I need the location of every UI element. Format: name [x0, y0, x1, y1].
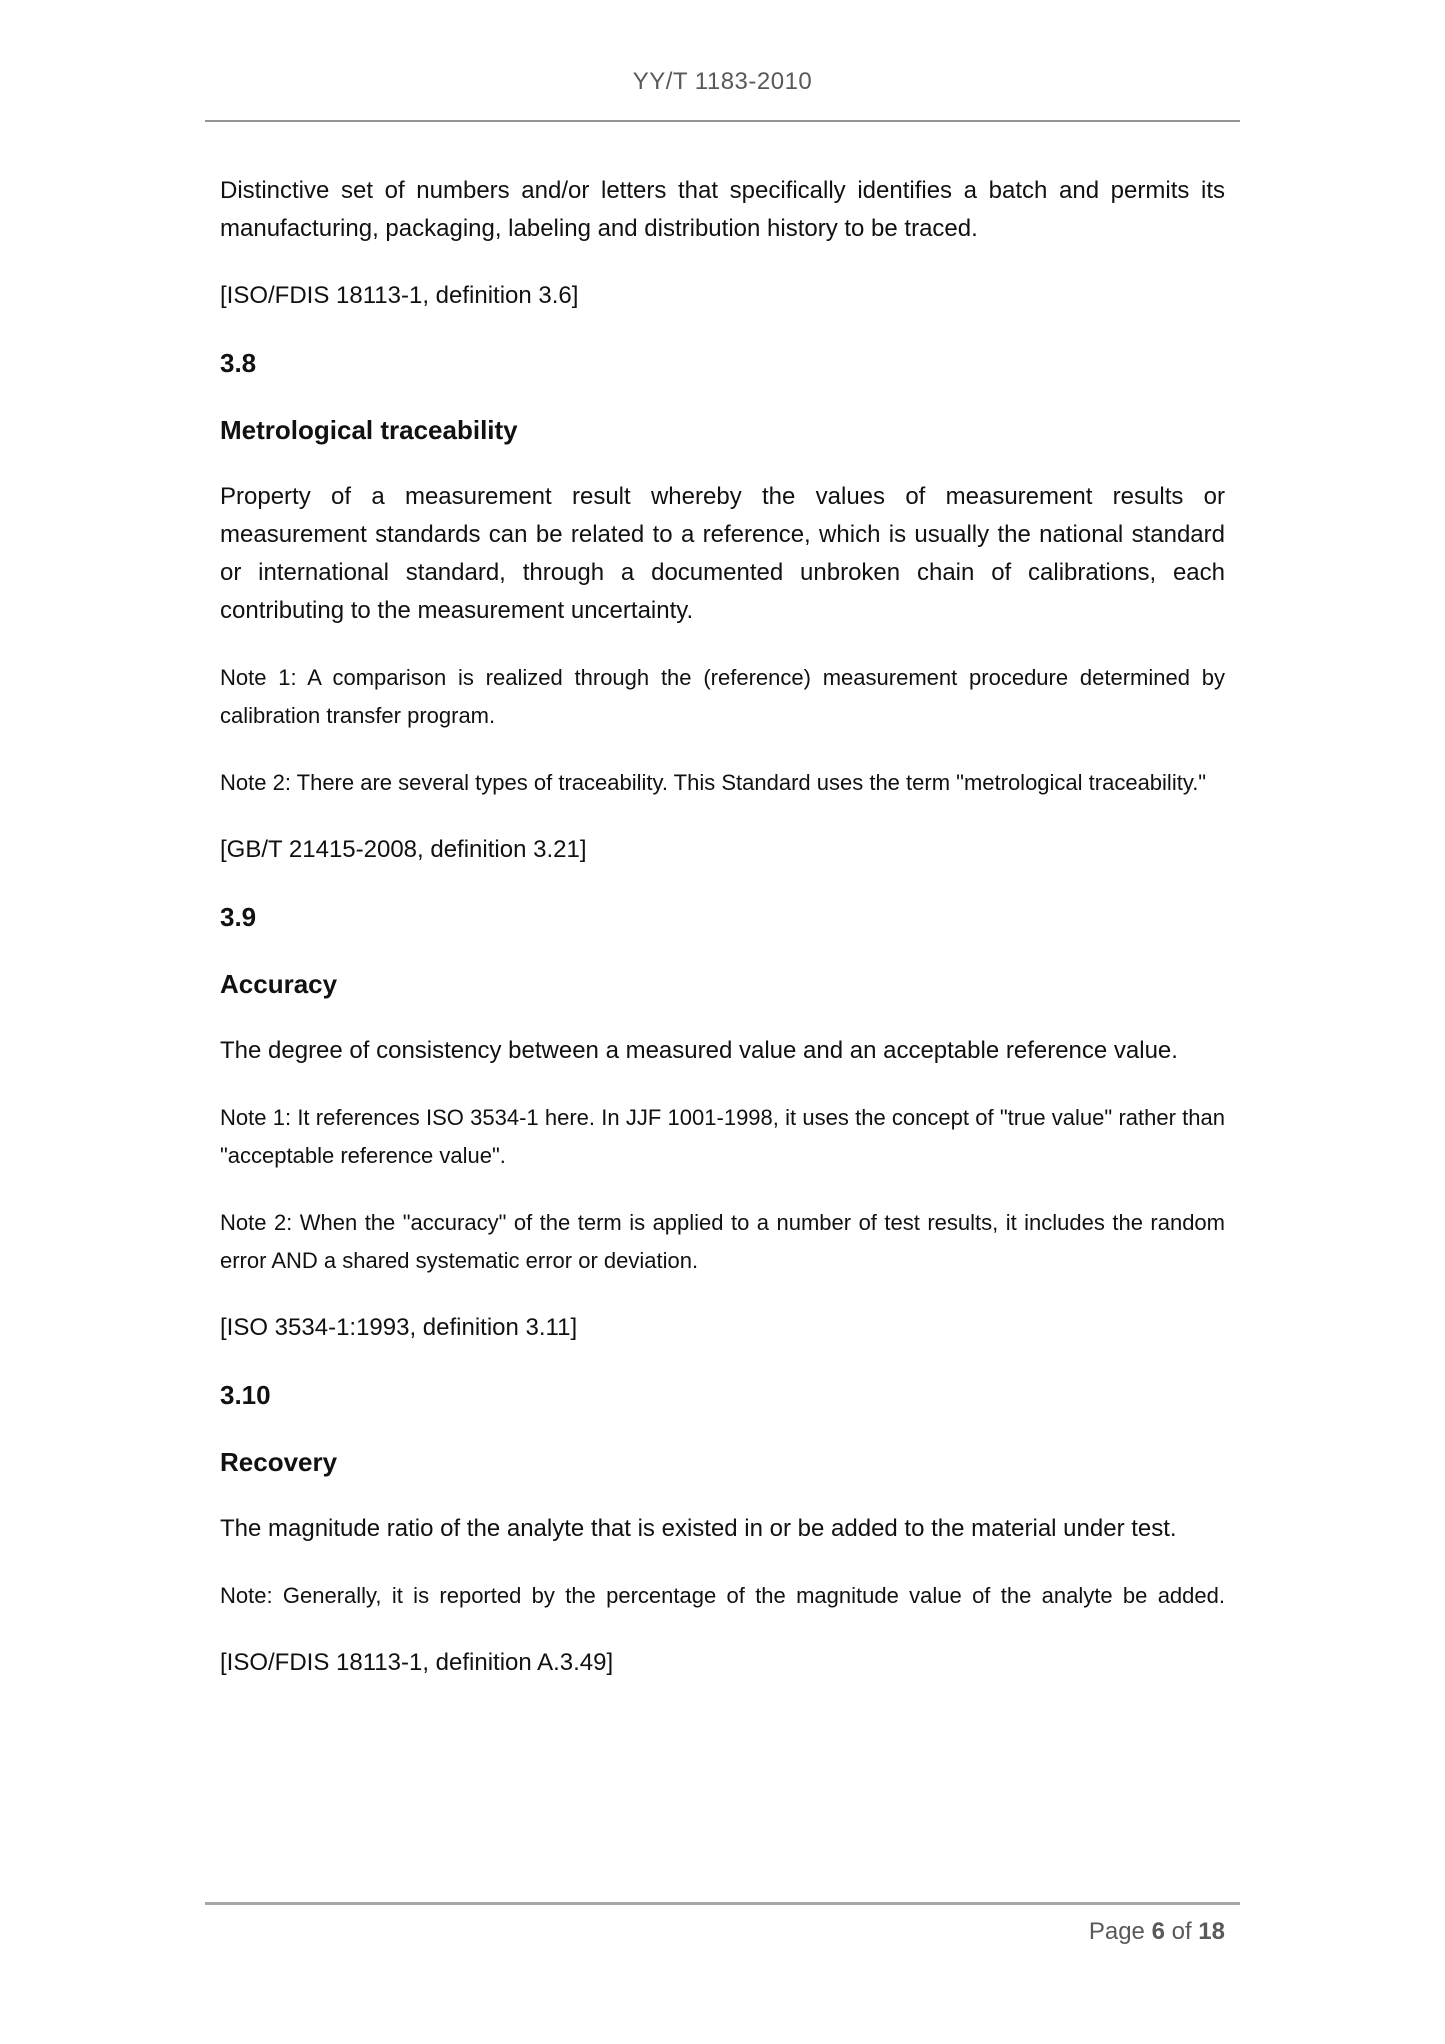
- page-label: Page: [1088, 1918, 1145, 1945]
- term-heading-accuracy: Accuracy: [220, 969, 338, 999]
- note-paragraph: Note 1: A comparison is realized through the (reference) measurement procedure determined by calibration transfer program.: [220, 665, 1225, 728]
- clause-number-3-8: 3.8: [220, 348, 257, 378]
- definition-paragraph: The magnitude ratio of the analyte that is existed in or be added to the material under test.: [220, 1515, 1177, 1542]
- term-heading-recovery: Recovery: [220, 1447, 338, 1477]
- definition-paragraph: Property of a measurement result whereby the values of measurement results or measurement standards can be related to a reference, which is usually the national standard or international standard, through a documented unbroken chain of calibrations, each contributing to the measurement uncertainty.: [220, 483, 1225, 624]
- term-heading-metrological-traceability: Metrological traceability: [220, 415, 518, 445]
- document-body: [220, 122, 1225, 1682]
- of-label: of: [1171, 1918, 1192, 1945]
- clause-number-3-9: 3.9: [220, 902, 257, 932]
- source-reference: [GB/T 21415-2008, definition 3.21]: [220, 836, 587, 863]
- source-reference: [ISO/FDIS 18113-1, definition A.3.49]: [220, 1649, 614, 1676]
- source-reference: [ISO 3534-1:1993, definition 3.11]: [220, 1314, 578, 1341]
- page-number: 6: [1151, 1918, 1165, 1945]
- note-paragraph: Note 1: It references ISO 3534-1 here. In JJF 1001-1998, it uses the concept of "true value" rather than "acceptable reference value".: [220, 1105, 1225, 1168]
- note-paragraph: Note: Generally, it is reported by the percentage of the magnitude value of the analyte be added.: [220, 1583, 1225, 1608]
- page-header: [205, 68, 1240, 96]
- document-code: YY/T 1183-2010: [632, 68, 813, 95]
- page-indicator: [205, 1913, 1225, 1951]
- note-paragraph: Note 2: When the "accuracy" of the term is applied to a number of test results, it includes the random error AND a shared systematic error or deviation.: [220, 1210, 1225, 1273]
- clause-number-3-10: 3.10: [220, 1380, 271, 1410]
- definition-paragraph: Distinctive set of numbers and/or letters that specifically identifies a batch and permits its manufacturing, packaging, labeling and distribution history to be traced.: [220, 177, 1225, 242]
- note-paragraph: Note 2: There are several types of traceability. This Standard uses the term "metrological traceability.": [220, 770, 1207, 795]
- source-reference: [ISO/FDIS 18113-1, definition 3.6]: [220, 282, 579, 309]
- page-total: 18: [1198, 1918, 1225, 1945]
- definition-paragraph: The degree of consistency between a measured value and an acceptable reference value.: [220, 1037, 1178, 1064]
- footer-divider: [205, 1902, 1240, 1905]
